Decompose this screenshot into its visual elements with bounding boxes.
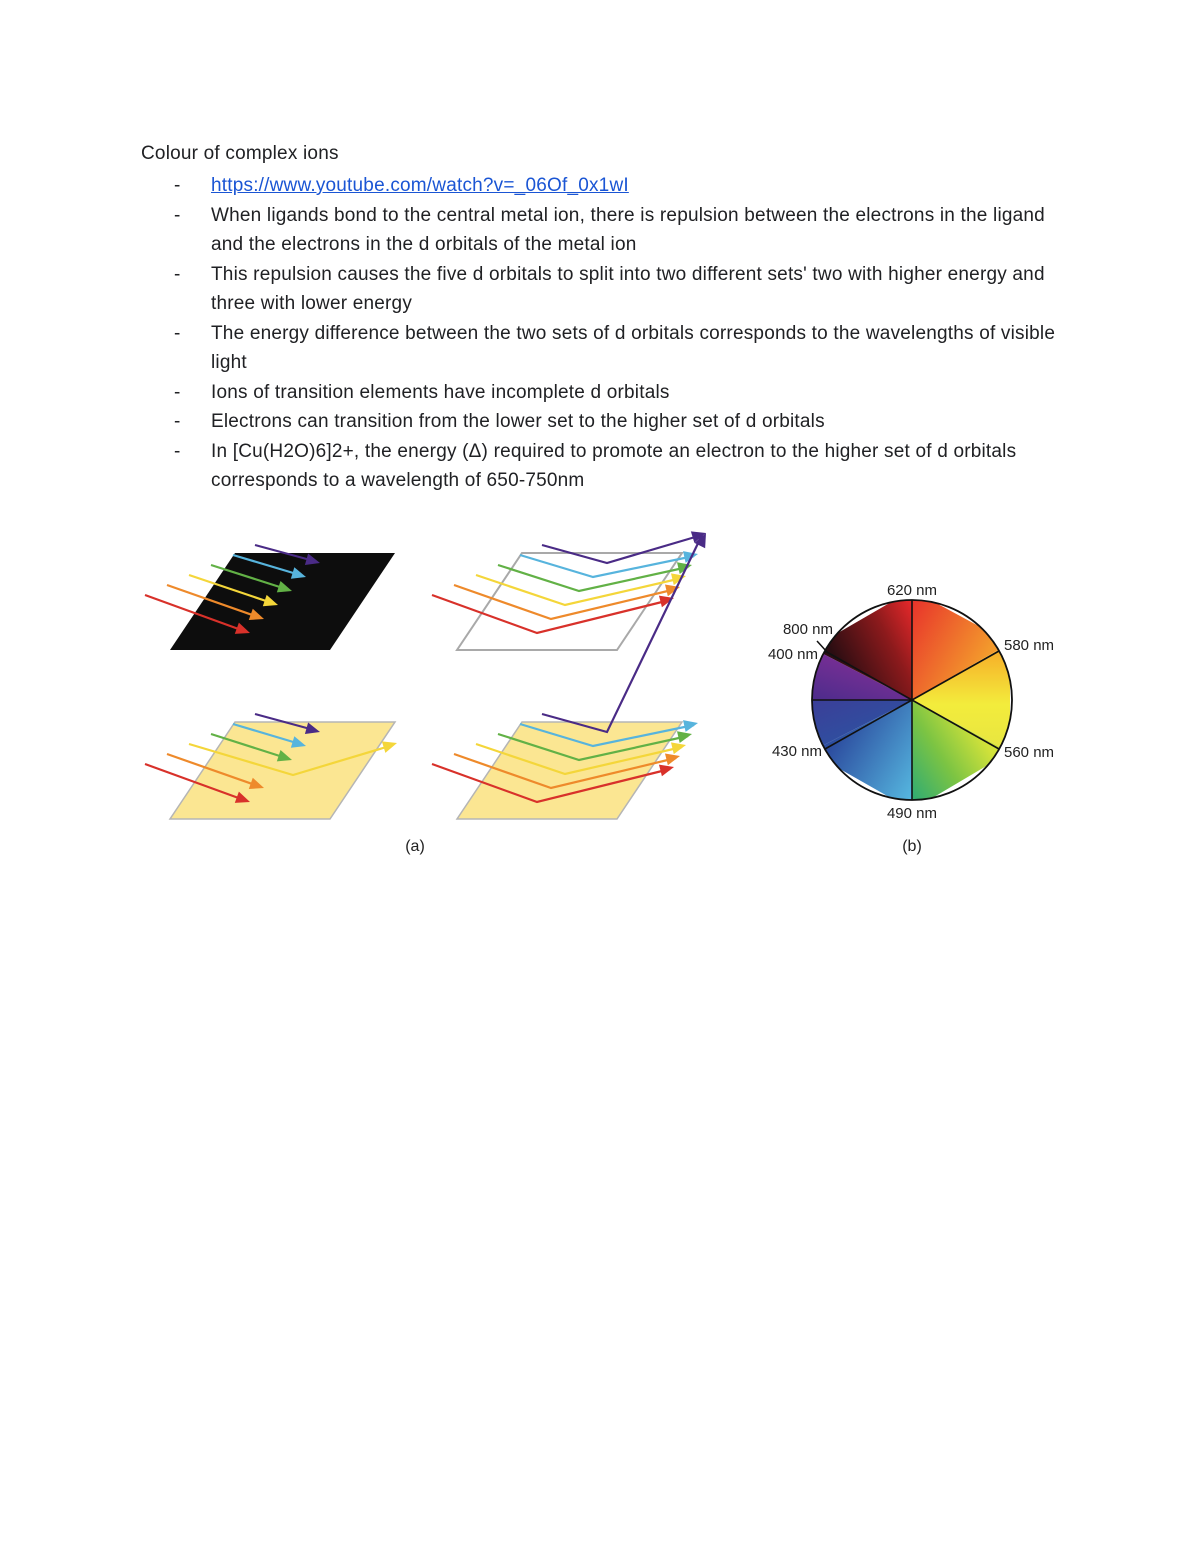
- arrowhead-red: [659, 765, 674, 777]
- white-surface: [457, 553, 682, 650]
- bullet-text: This repulsion causes the five d orbitals to split into two different sets' two with higher energy and three with lower energy: [211, 263, 1045, 314]
- black-surface: [170, 553, 395, 650]
- panel-yellow-absorbs-some: [145, 714, 397, 819]
- bullet-text: The energy difference between the two sets of d orbitals corresponds to the wavelengths of visible light: [211, 322, 1056, 373]
- arrowhead-green: [677, 731, 692, 743]
- yellow-surface: [170, 722, 395, 819]
- bullet-text: Electrons can transition from the lower set to the higher set of d orbitals: [211, 411, 825, 432]
- bullet-dash: -: [174, 411, 181, 432]
- panel-black-absorbs-all: [145, 545, 395, 650]
- arrowhead-yellow: [671, 742, 686, 754]
- bullet-dash: -: [174, 204, 181, 226]
- section-heading: Colour of complex ions: [141, 143, 339, 164]
- bullet-dash: -: [174, 263, 181, 285]
- bullet-dash: -: [174, 381, 181, 403]
- wheel-label-620: 620 nm: [886, 582, 938, 599]
- caption-a: (a): [405, 838, 425, 855]
- youtube-link[interactable]: https://www.youtube.com/watch?v=_06Of_0x1wI: [211, 175, 629, 196]
- yellow-surface: [457, 722, 682, 819]
- bullet-text: In [Cu(H2O)6]2+, the energy (Δ) required to promote an electron to the higher set of d orbitals corresponds to a wavelength of 650-750nm: [211, 440, 1017, 491]
- bullet-text: Ions of transition elements have incomplete d orbitals: [211, 381, 670, 403]
- wheel-label-430: 430 nm: [771, 743, 822, 760]
- wheel-label-560: 560 nm: [1004, 744, 1055, 761]
- leader-line: [817, 641, 827, 652]
- bullet-dash: -: [174, 322, 181, 344]
- bullet-dash: -: [174, 175, 181, 196]
- wheel-label-400: 400 nm: [767, 646, 818, 663]
- wheel-label-490: 490 nm: [886, 805, 938, 822]
- arrowhead-orange: [665, 754, 680, 766]
- bullet-text: When ligands bond to the central metal ion, there is repulsion between the electrons in the ligand and the electrons in the d orbitals of the metal ion: [211, 204, 1045, 255]
- wheel-label-580: 580 nm: [1004, 637, 1055, 654]
- caption-b: (b): [902, 838, 922, 855]
- panel-white-reflects-all: [432, 531, 706, 650]
- arrowhead-blue: [683, 720, 698, 732]
- arrowhead-yellow: [382, 741, 397, 752]
- bullet-dash: -: [174, 440, 181, 462]
- wheel-label-800: 800 nm: [782, 621, 833, 638]
